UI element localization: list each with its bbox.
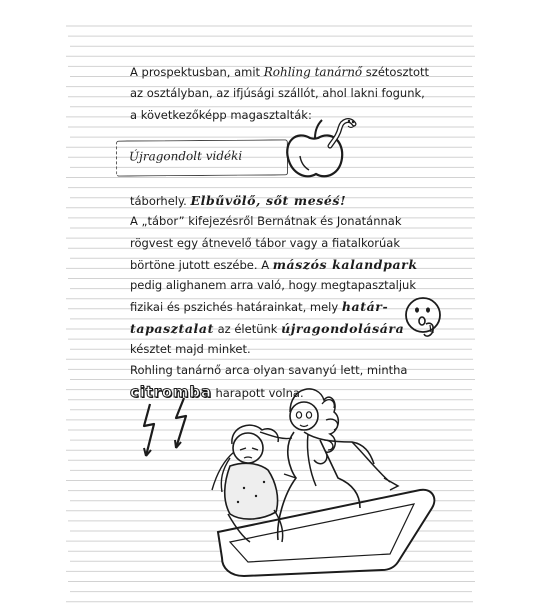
highlight-phrase: újragondolására (281, 320, 405, 336)
text-line: börtöne jutott eszébe. A mászós kalandpark (130, 256, 418, 272)
lightning-icon (168, 396, 192, 452)
text-line: A „tábor” kifejezésről Bernátnak és Jonatánnak (130, 214, 402, 229)
text-line: táborhely. Elbűvölő, sőt meséś! (130, 193, 347, 208)
highlight-phrase: Elbűvölő, sőt meséś! (190, 193, 347, 208)
highlight-phrase: tapasztalat (130, 320, 214, 336)
text-line: tapasztalat az életünk újragondolására (130, 320, 405, 336)
text-line: az osztályban, az ifjúsági szállót, ahol lakni fogunk, (130, 86, 425, 101)
brochure-label (116, 139, 288, 176)
text-line: a következőképp magasztalták: (130, 107, 312, 122)
teacher-name: Rohling tanárnő (263, 65, 363, 79)
apple-with-worm-icon (282, 112, 372, 184)
text-line: fizikai és pszichés határainkat, mely határ- (130, 299, 389, 315)
text-line: A prospektusban, amit Rohling tanárnő szétosztott (130, 65, 430, 79)
brochure-label-text: Újragondolt vidéki (128, 148, 243, 164)
highlight-phrase: határ- (341, 299, 389, 315)
shocked-face-icon (400, 294, 448, 344)
text-line: pedig alighanem arra való, hogy megtapasztaljuk (130, 278, 417, 293)
girls-on-zipline-illustration (200, 382, 440, 602)
intro-paragraph (130, 62, 429, 126)
highlight-phrase: mászós kalandpark (272, 256, 418, 272)
text-line: Rohling tanárnő arca olyan savanyú lett, mintha (130, 363, 408, 378)
text-line: késztet majd minket. (130, 342, 251, 357)
citron-word: citromba (130, 382, 212, 401)
text-line: citromba harapott volna. (130, 382, 304, 401)
body-paragraph (130, 190, 418, 403)
text-line: rögvest egy átnevelő tábor vagy a fiatalkorúak (130, 235, 401, 250)
lightning-icon (140, 402, 164, 460)
